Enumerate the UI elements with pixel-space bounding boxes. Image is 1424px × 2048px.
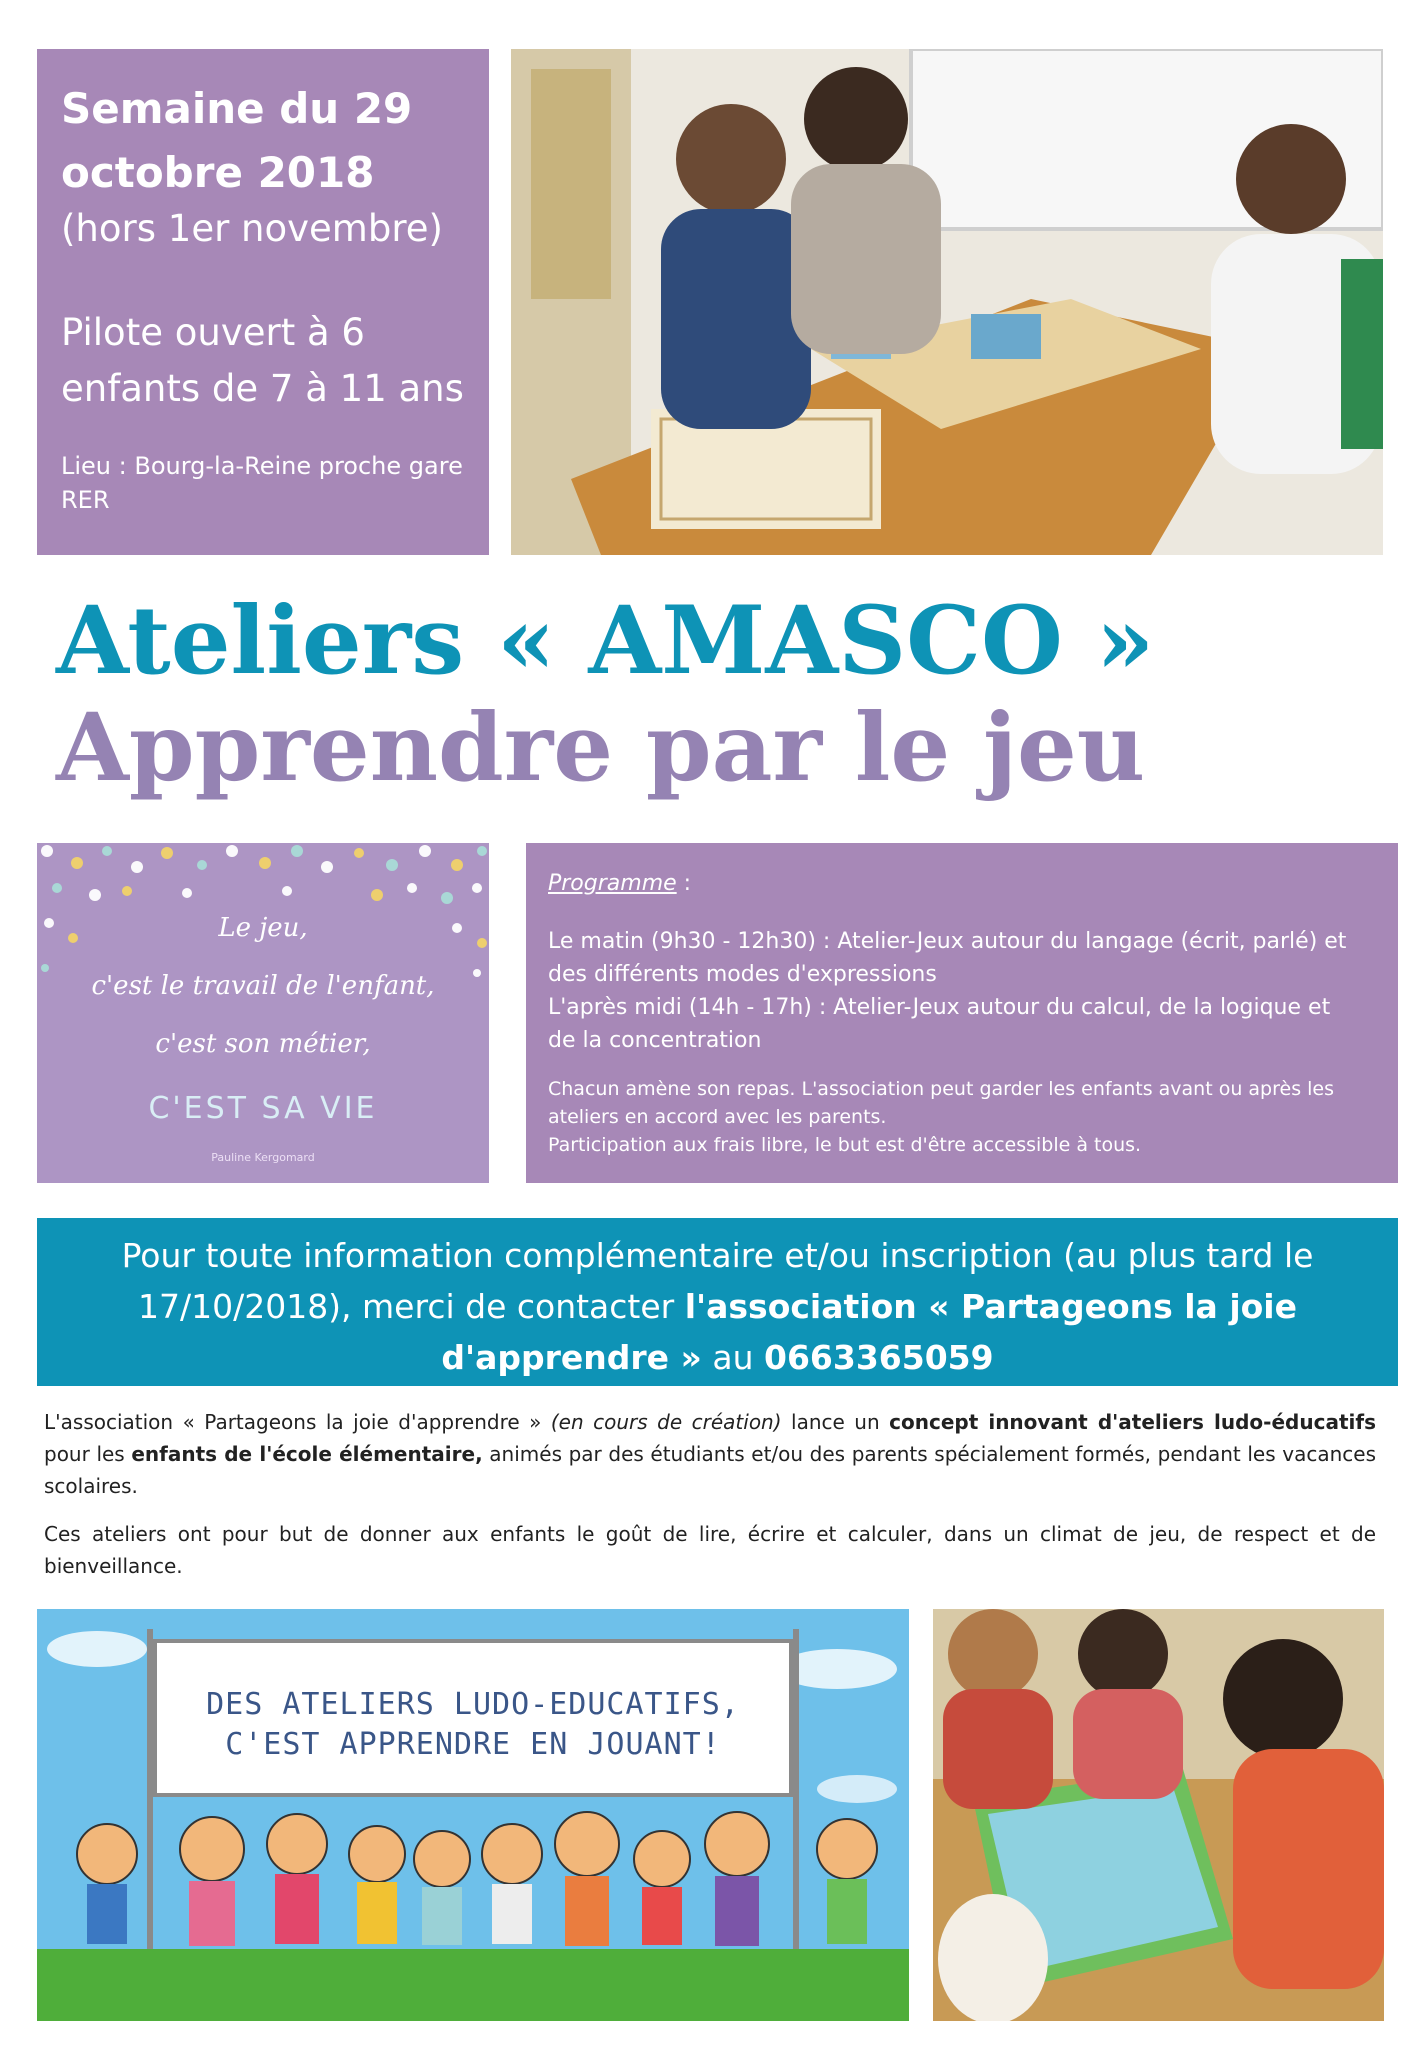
intro-text-b: lance un [781,1410,890,1434]
pilot-line2: enfants de 7 à 11 ans [61,367,464,410]
contact-banner [37,1218,1398,1386]
location-line2: RER [61,486,110,514]
pilot-line1: Pilote ouvert à 6 [61,311,365,354]
programme-morning-line2: des différents modes d'expressions [548,962,937,987]
headline-ateliers-amasco: Ateliers « AMASCO » [56,586,1155,696]
goal-paragraph: Ces ateliers ont pour but de donner aux enfants le goût de lire, écrire et calculer, dans un climat de jeu, de respect et de bienveillance. [44,1522,1376,1578]
intro-text-d: animés par des étudiants et/ou des parents spécialement formés, pendant les vacances scolaires. [44,1442,1376,1498]
quote-author: Pauline Kergomard [211,1151,315,1164]
quote-line2: c'est le travail de l'enfant, [91,971,435,1001]
sign-line1: DES ATELIERS LUDO-EDUCATIFS, [206,1687,740,1722]
programme-morning-line1: Le matin (9h30 - 12h30) : Atelier-Jeux autour du langage (écrit, parlé) et [548,929,1347,954]
sign-line2: C'EST APPRENDRE EN JOUANT! [225,1727,721,1762]
illustration-children-banner [37,1609,909,2021]
intro-paragraph [44,1406,1376,1502]
intro-text-c: pour les [44,1442,132,1466]
headline-apprendre-par-le-jeu: Apprendre par le jeu [56,693,1146,803]
programme-afternoon-line2: de la concentration [548,1028,762,1053]
contact-phone[interactable]: 0663365059 [763,1338,994,1377]
contact-text: Pour toute information complémentaire et/ou inscription (au plus tard le 17/10/2018), merci de contacter [121,1236,1314,1326]
event-date-line2: octobre 2018 [61,148,375,197]
intro-text-italic: (en cours de création) [550,1410,782,1434]
intro-text-bold-enfants: enfants de l'école élémentaire, [131,1442,483,1466]
event-date-note: (hors 1er novembre) [61,207,443,250]
programme-title-label: Programme [548,871,677,896]
illustration-sign [153,1639,793,1797]
photo-teens-playing-board-game [511,49,1383,555]
quote-line1: Le jeu, [218,913,308,943]
programme-note-line2: ateliers en accord avec les parents. [548,1106,887,1128]
programme-box [526,843,1398,1183]
contact-association-name: l'association « Partageons la joie d'apprendre » [441,1287,1297,1377]
intro-text-a: L'association « Partageons la joie d'apprendre » [44,1410,551,1434]
photo-children-playing [933,1609,1384,2021]
programme-title [548,869,1376,899]
event-date-line1: Semaine du 29 [61,84,413,133]
programme-afternoon-line1: L'après midi (14h - 17h) : Atelier-Jeux autour du calcul, de la logique et [548,995,1331,1020]
programme-title-colon: : [676,871,692,896]
quote-line3: c'est son métier, [155,1029,371,1059]
intro-text-bold-concept: concept innovant d'ateliers ludo-éducatifs [889,1410,1376,1434]
programme-note-line3: Participation aux frais libre, le but est d'être accessible à tous. [548,1134,1142,1156]
event-info-box [37,49,489,555]
contact-au: au [701,1338,764,1377]
quote-card [37,843,489,1183]
location-line1: Lieu : Bourg-la-Reine proche gare [61,452,463,480]
programme-note-line1: Chacun amène son repas. L'association peut garder les enfants avant ou après les [548,1078,1335,1100]
quote-line4: C'EST SA VIE [148,1091,378,1126]
confetti-dots-decoration [37,843,489,1183]
